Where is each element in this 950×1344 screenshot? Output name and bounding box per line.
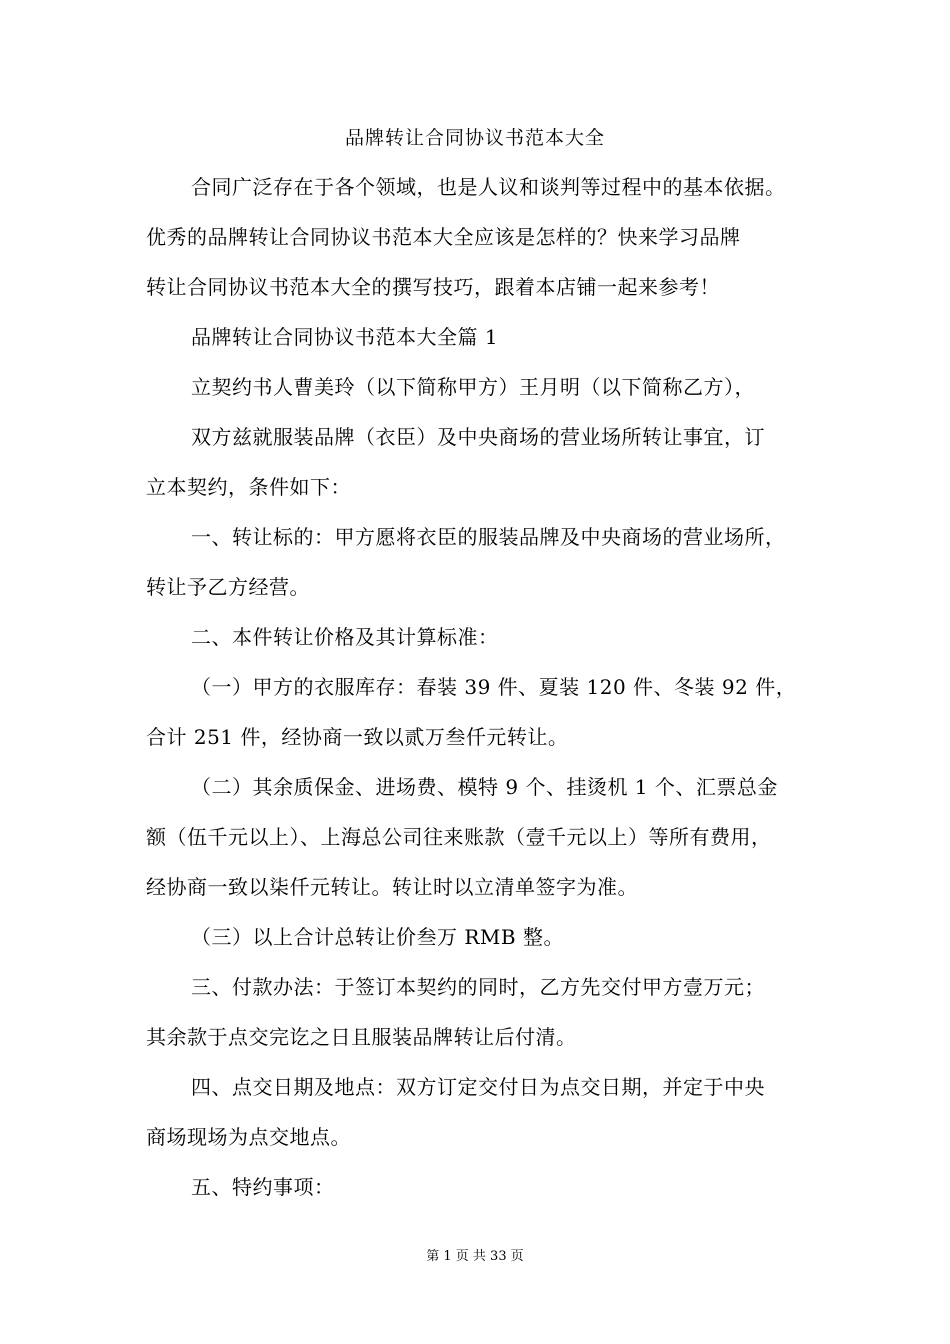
paragraph-line: 立契约书人曹美玲（以下简称甲方）王月明（以下简称乙方）， — [191, 375, 755, 399]
paragraph-line: 合同广泛存在于各个领域，也是人议和谈判等过程中的基本依据。 — [191, 175, 786, 199]
clause-line: （三）以上合计总转让价叁万 RMB 整。 — [191, 925, 564, 949]
clause-line: 一、转让标的：甲方愿将衣臣的服装品牌及中央商场的营业场所， — [191, 525, 786, 549]
paragraph-line: 立本契约，条件如下： — [146, 475, 351, 499]
clause-line: 额（伍千元以上）、上海总公司往来账款（壹千元以上）等所有费用， — [146, 825, 772, 849]
clause-line: 五、特约事项： — [191, 1175, 335, 1199]
section-heading: 品牌转让合同协议书范本大全篇 1 — [191, 325, 499, 349]
page-number-footer: 第 1 页 共 33 页 — [426, 1249, 524, 1264]
clause-line: 商场现场为点交地点。 — [146, 1125, 351, 1149]
clause-line: 转让予乙方经营。 — [146, 575, 310, 599]
clause-line: 三、付款办法：于签订本契约的同时，乙方先交付甲方壹万元； — [191, 975, 765, 999]
paragraph-line: 双方兹就服装品牌（衣臣）及中央商场的营业场所转让事宜，订 — [191, 425, 765, 449]
clause-line: 经协商一致以柒仟元转让。转让时以立清单签字为准。 — [146, 875, 638, 899]
paragraph-line: 转让合同协议书范本大全的撰写技巧，跟着本店铺一起来参考！ — [146, 275, 720, 299]
clause-line: 合计 251 件，经协商一致以贰万叁仟元转让。 — [146, 725, 569, 749]
clause-line: （一）甲方的衣服库存：春装 39 件、夏装 120 件、冬装 92 件， — [191, 675, 797, 699]
clause-line: （二）其余质保金、进场费、模特 9 个、挂烫机 1 个、汇票总金 — [191, 775, 778, 799]
clause-line: 二、本件转让价格及其计算标准： — [191, 625, 499, 649]
document-title: 品牌转让合同协议书范本大全 — [344, 127, 605, 149]
paragraph-line: 优秀的品牌转让合同协议书范本大全应该是怎样的？快来学习品牌 — [146, 225, 741, 249]
clause-line: 其余款于点交完讫之日且服装品牌转让后付清。 — [146, 1025, 577, 1049]
clause-line: 四、点交日期及地点：双方订定交付日为点交日期，并定于中央 — [191, 1075, 765, 1099]
